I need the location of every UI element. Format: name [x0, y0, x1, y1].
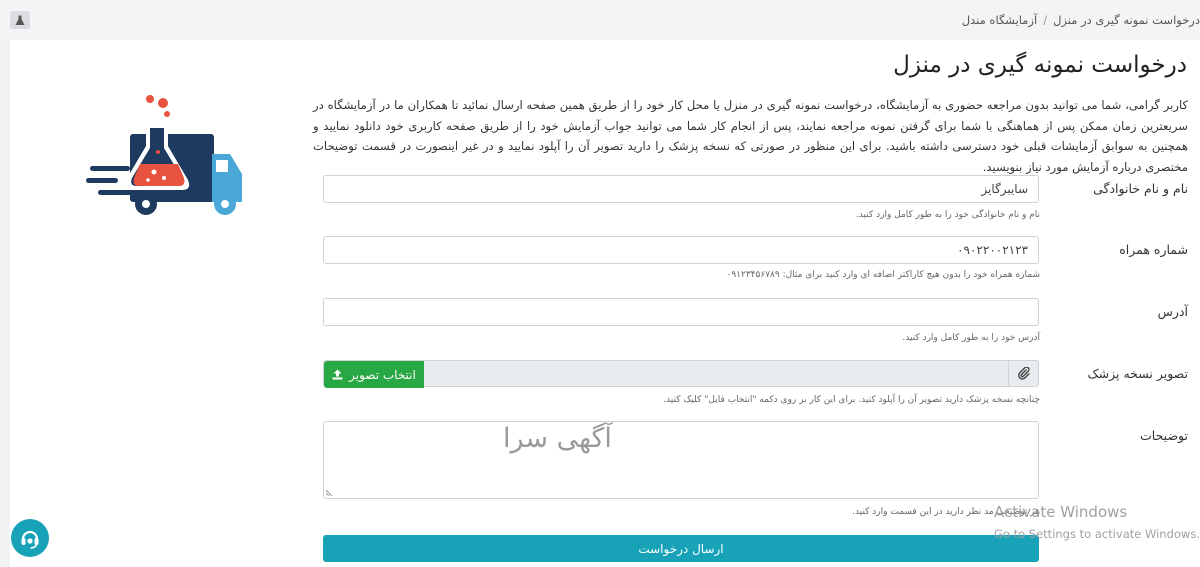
notes-help: هر توضیحی مد نظر دارید در این قسمت وارد کنید. — [852, 507, 1040, 517]
flask-icon — [15, 15, 25, 26]
site-watermark: آگهی سرا — [503, 423, 612, 454]
activate-windows-subtitle: Go to Settings to activate Windows. — [994, 527, 1200, 541]
flask-button[interactable] — [10, 11, 30, 29]
headset-icon — [19, 527, 41, 549]
lab-delivery-logo — [84, 92, 244, 220]
phone-input[interactable]: ۰۹۰۲۲۰۰۲۱۲۳ — [323, 236, 1039, 264]
address-label: آدرس — [1157, 304, 1188, 319]
activate-windows-overlay — [994, 503, 1200, 541]
activate-windows-title: Activate Windows — [994, 503, 1128, 521]
choose-image-label: انتخاب تصویر — [349, 367, 416, 382]
phone-label: شماره همراه — [1119, 242, 1188, 257]
name-label: نام و نام خانوادگی — [1093, 181, 1188, 196]
intro-paragraph: کاربر گرامی، شما می توانید بدون مراجعه حضوری به آزمایشگاه، درخواست نمونه گیری در منزل یا محل کار خود را از طریق همین صفحه ارسال نمائید تا همکاران ما در آزمایشگاه در سریعترین زمان ممکن پس از هماهنگی با شما برای گرفتن نمونه مراجعه نمایند، پس از انجام کار شما می توانید جواب آزمایش خود را از طریق صفحه کاربری خود دانلود نمایید و همچنین به سوابق آزمایشات قبلی خود دسترسی داشته باشید. برای این منظور در صورتی که نسخه پزشک را دارید تصویر آن را آپلود نمایید و در غیر اینصورت در قسمت توضیحات مختصری درباره آزمایش مورد نیاز بنویسید. — [313, 98, 1188, 174]
support-chat-button[interactable] — [11, 519, 49, 557]
address-help: آدرس خود را به طور کامل وارد کنید. — [902, 333, 1040, 343]
notes-textarea[interactable] — [323, 421, 1039, 499]
paperclip-icon — [1018, 367, 1030, 380]
top-bar — [0, 0, 1200, 40]
choose-image-button[interactable] — [324, 361, 424, 388]
breadcrumb-home-link[interactable]: آزمایشگاه مندل — [961, 13, 1038, 27]
breadcrumb-separator: / — [1043, 13, 1048, 27]
name-help: نام و نام خانوادگی خود را به طور کامل وارد کنید. — [855, 210, 1040, 220]
notes-label: توضیحات — [1140, 428, 1188, 443]
prescription-file-input[interactable] — [323, 360, 1039, 387]
prescription-label: تصویر نسخه پزشک — [1087, 366, 1188, 381]
phone-help: شماره همراه خود را بدون هیچ کاراکتر اضافه ای وارد کنید برای مثال: ۰۹۱۲۳۴۵۶۷۸۹ — [726, 270, 1040, 280]
prescription-help: چنانچه نسخه پزشک دارید تصویر آن را آپلود کنید. برای این کار بر روی دکمه "انتخاب فایل" کلیک کنید. — [663, 395, 1040, 405]
resize-handle[interactable] — [326, 489, 333, 496]
name-input[interactable]: سایبرگایز — [323, 175, 1039, 203]
breadcrumb-current: درخواست نمونه گیری در منزل — [1053, 13, 1200, 27]
page-title: درخواست نمونه گیری در منزل — [893, 52, 1187, 78]
submit-request-button[interactable]: ارسال درخواست — [323, 535, 1039, 562]
breadcrumb — [962, 13, 1200, 27]
attachment-area — [1008, 361, 1038, 386]
address-input[interactable] — [323, 298, 1039, 326]
upload-icon — [332, 369, 343, 380]
